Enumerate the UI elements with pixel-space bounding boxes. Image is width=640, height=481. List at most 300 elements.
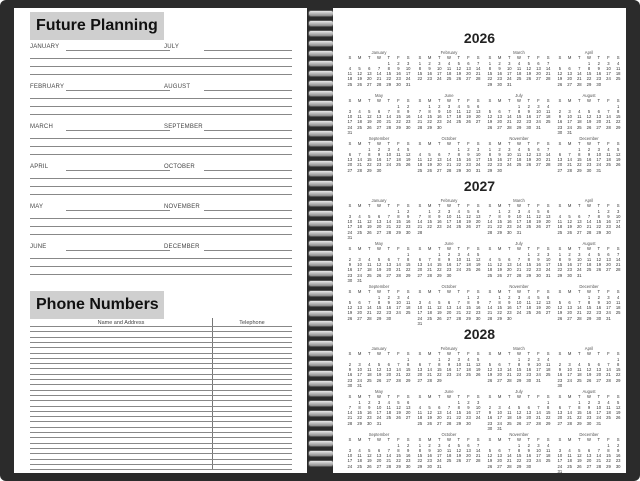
mini-calendar-2027-june — [415, 241, 483, 278]
weekday-header-row: S M T W T F S — [488, 289, 550, 295]
mini-month-title: November — [509, 284, 529, 289]
weekday-header-row: S M T W T F S — [348, 55, 410, 61]
mini-month-title: June — [444, 93, 454, 98]
week-row: 3 4 5 6 7 8 9 — [348, 447, 410, 453]
week-row: 24 25 26 27 28 29 30 — [417, 315, 481, 321]
mini-month-title: July — [515, 389, 523, 394]
week-row: 10 11 12 13 14 15 16 — [417, 305, 481, 311]
phone-entry-line — [30, 432, 292, 433]
writing-line — [66, 250, 170, 251]
writing-line — [66, 130, 170, 131]
mini-month-title: January — [371, 346, 387, 351]
week-row: 1 2 3 — [457, 399, 480, 405]
phone-entry-line — [30, 395, 292, 396]
mini-month-title: February — [440, 50, 458, 55]
week-row: 10 11 12 13 14 15 16 — [347, 114, 411, 120]
mini-calendar-2026-august — [555, 93, 623, 135]
week-row: 9 10 11 12 13 14 15 — [488, 410, 551, 416]
month-label-december: DECEMBER — [164, 244, 200, 250]
week-row: 17 18 19 20 21 22 23 — [347, 458, 411, 464]
mini-calendar-2027-april — [555, 198, 623, 235]
spiral-ring — [308, 310, 334, 317]
week-row: 25 26 27 28 29 30 — [557, 229, 611, 235]
mini-month-title: February — [440, 198, 458, 203]
spiral-ring — [308, 380, 334, 387]
weekday-header-row: S M T W T F S — [558, 351, 620, 357]
mini-calendar-2026-september — [345, 136, 413, 173]
spiral-ring — [308, 120, 334, 127]
writing-line — [30, 114, 170, 115]
week-row: 17 18 19 20 21 22 23 — [417, 310, 481, 316]
week-row: 1 2 3 4 — [377, 294, 410, 300]
week-row: 1 2 3 4 5 6 — [358, 399, 410, 405]
phone-entry-line — [30, 427, 292, 428]
writing-line — [164, 218, 292, 219]
spiral-ring — [308, 70, 334, 77]
week-row: 1 2 3 4 5 6 7 — [488, 60, 550, 66]
week-row: 14 15 16 17 18 19 20 — [347, 410, 411, 416]
writing-line — [30, 138, 170, 139]
week-row: 1 2 3 4 — [517, 442, 550, 448]
spiral-ring — [308, 170, 334, 177]
week-row: 26 27 28 29 30 — [487, 463, 532, 469]
week-row: 1 2 3 4 — [587, 60, 620, 66]
week-row: 23 24 25 26 27 28 29 — [347, 272, 411, 278]
phone-entry-line — [30, 331, 292, 332]
writing-line — [30, 146, 170, 147]
writing-line — [164, 226, 292, 227]
mini-calendar-2026-may — [345, 93, 413, 135]
week-row: 29 30 31 — [417, 463, 442, 469]
week-row: 11 12 13 14 15 16 17 — [417, 157, 481, 163]
writing-line — [164, 234, 292, 235]
week-row: 27 28 29 30 31 — [557, 420, 602, 426]
phone-entry-line — [30, 384, 292, 385]
week-row: 21 22 23 24 25 26 27 — [417, 119, 481, 125]
week-row: 26 27 28 29 30 31 — [487, 124, 541, 130]
week-row: 28 29 30 — [487, 315, 512, 321]
week-row: 31 — [557, 469, 563, 473]
spiral-binding — [304, 6, 336, 475]
week-row: 1 — [617, 103, 620, 109]
week-row: 28 29 30 31 — [347, 420, 382, 426]
week-row: 16 17 18 19 20 21 22 — [487, 415, 551, 421]
week-row: 26 27 28 29 30 — [557, 81, 602, 87]
writing-line — [30, 178, 170, 179]
weekday-header-row: S M T W T F S — [348, 98, 410, 104]
mini-calendar-2026-july — [485, 93, 553, 130]
week-row: 1 2 3 4 — [517, 356, 550, 362]
spiral-ring — [308, 400, 334, 407]
mini-month-title: January — [371, 50, 387, 55]
week-row: 23 24 25 26 27 28 29 — [347, 377, 411, 383]
writing-line — [164, 274, 292, 275]
week-row: 4 5 6 7 8 9 10 — [418, 151, 481, 157]
mini-month-title: May — [375, 241, 383, 246]
week-row: 12 13 14 15 16 17 18 — [487, 453, 551, 459]
writing-line — [30, 106, 170, 107]
week-row: 1 2 3 4 5 6 — [498, 294, 550, 300]
mini-month-title: June — [444, 241, 454, 246]
week-row: 1 2 3 4 5 — [368, 146, 410, 152]
writing-line — [30, 98, 170, 99]
weekday-header-row: S M T W T F S — [348, 246, 410, 252]
week-row: 20 21 22 23 24 25 26 — [417, 372, 481, 378]
week-row: 20 21 22 23 24 25 26 — [417, 267, 481, 273]
writing-line — [164, 58, 292, 59]
mini-month-title: July — [515, 241, 523, 246]
week-row: 14 15 16 17 18 19 20 — [417, 114, 481, 120]
week-row: 1 2 3 4 5 6 7 — [558, 251, 620, 257]
writing-line — [164, 74, 292, 75]
week-row: 20 21 22 23 24 25 26 — [557, 162, 621, 168]
writing-line — [164, 66, 292, 67]
week-row: 1 2 3 4 — [517, 103, 550, 109]
phone-entry-line — [30, 437, 292, 438]
week-row: 12 13 14 15 16 17 18 — [557, 71, 621, 77]
week-row: 11 12 13 14 15 16 17 — [347, 71, 411, 77]
week-row: 2 3 4 5 6 7 8 — [558, 361, 620, 367]
week-row: 31 — [417, 321, 423, 327]
week-row: 6 7 8 9 10 11 12 — [418, 256, 481, 262]
week-row: 5 6 7 8 9 10 11 — [488, 361, 551, 367]
spiral-ring — [308, 90, 334, 97]
week-row: 28 — [417, 229, 423, 235]
spiral-ring — [308, 450, 334, 457]
weekday-header-row: S M T W T F S — [348, 351, 410, 357]
mini-month-title: September — [368, 136, 390, 141]
mini-month-title: September — [368, 284, 390, 289]
mini-calendar-2026-november — [485, 136, 553, 173]
weekday-header-row: S M T W T F S — [558, 55, 620, 61]
mini-calendar-2028-march — [485, 346, 553, 383]
mini-month-title: February — [440, 346, 458, 351]
week-row: 7 8 9 10 11 12 13 — [348, 404, 411, 410]
spiral-ring — [308, 360, 334, 367]
week-row: 9 10 11 12 13 14 15 — [558, 114, 621, 120]
week-row: 23 24 25 26 27 28 29 — [487, 420, 551, 426]
week-row: 7 8 9 10 11 12 13 — [418, 108, 481, 114]
week-row: 31 — [347, 130, 353, 136]
mini-calendar-2028-january — [345, 346, 413, 388]
writing-line — [164, 146, 292, 147]
weekday-header-row: S M T W T F S — [348, 437, 410, 443]
week-row: 11 12 13 14 15 16 17 — [557, 219, 621, 225]
week-row: 16 17 18 19 20 21 22 — [557, 119, 621, 125]
week-row: 1 — [547, 399, 550, 405]
week-row: 2 3 4 5 6 7 8 — [558, 108, 620, 114]
week-row: 27 28 29 30 — [417, 272, 452, 278]
week-row: 7 8 9 10 11 12 13 — [418, 213, 481, 219]
week-row: 1 2 — [397, 442, 410, 448]
writing-line — [204, 250, 292, 251]
writing-line — [30, 194, 170, 195]
phone-entry-line — [30, 443, 292, 444]
mini-month-title: November — [509, 136, 529, 141]
phone-entry-line — [30, 453, 292, 454]
writing-line — [164, 258, 292, 259]
weekday-header-row: S M T W T F S — [348, 289, 410, 295]
mini-calendar-2026-april — [555, 50, 623, 87]
week-row: 29 30 31 — [557, 272, 582, 278]
spiral-ring — [308, 230, 334, 237]
mini-calendar-2026-february — [415, 50, 483, 82]
week-row: 1 2 3 — [387, 60, 410, 66]
mini-calendar-2027-may — [345, 241, 413, 283]
mini-calendar-2027-december — [555, 284, 623, 321]
mini-calendar-2028-november — [485, 432, 553, 469]
week-row: 15 16 17 18 19 20 21 — [417, 453, 481, 459]
mini-calendar-2026-october — [415, 136, 483, 173]
week-row: 5 6 7 8 9 10 11 — [488, 108, 551, 114]
week-row: 17 18 19 20 21 22 23 — [557, 458, 621, 464]
spiral-ring — [308, 420, 334, 427]
left-page — [14, 8, 307, 473]
week-row: 9 10 11 12 13 14 15 — [348, 262, 411, 268]
month-label-april: APRIL — [30, 164, 49, 170]
week-row: 19 20 21 22 23 24 25 — [487, 119, 551, 125]
weekday-header-row: S M T W T F S — [348, 203, 410, 209]
week-row: 4 5 6 7 8 9 10 — [488, 256, 551, 262]
writing-line — [164, 154, 292, 155]
mini-calendar-2028-july — [485, 389, 553, 431]
week-row: 15 16 17 18 19 20 21 — [487, 157, 551, 163]
weekday-header-row: S M T W T F S — [558, 394, 620, 400]
writing-line — [204, 170, 292, 171]
week-row: 29 30 31 — [487, 81, 512, 87]
week-row: 8 9 10 11 12 13 14 — [488, 151, 551, 157]
phone-entry-line — [30, 379, 292, 380]
writing-line — [30, 266, 170, 267]
weekday-header-row: S M T W T F S — [418, 289, 480, 295]
phone-entry-line — [30, 358, 292, 359]
week-row: 30 31 — [487, 426, 502, 432]
spiral-ring — [308, 260, 334, 267]
phone-entry-line — [30, 421, 292, 422]
mini-calendar-2027-august — [555, 241, 623, 278]
week-row: 3 4 5 6 7 8 9 — [348, 108, 410, 114]
month-label-january: JANUARY — [30, 44, 60, 50]
writing-line — [164, 194, 292, 195]
phone-entry-line — [30, 416, 292, 417]
week-row: 10 11 12 13 14 15 16 — [557, 453, 621, 459]
weekday-header-row: S M T W T F S — [488, 246, 550, 252]
mini-calendar-2027-january — [345, 198, 413, 240]
week-row: 13 14 15 16 17 18 19 — [557, 157, 621, 163]
spiral-ring — [308, 390, 334, 397]
week-row: 9 10 11 12 13 14 15 — [348, 367, 411, 373]
writing-line — [204, 90, 292, 91]
week-row: 1 2 3 — [527, 251, 550, 257]
week-row: 18 19 20 21 22 23 24 — [487, 267, 551, 273]
week-row: 12 13 14 15 16 17 18 — [487, 367, 551, 373]
week-row: 4 5 6 7 8 9 10 — [418, 404, 481, 410]
phone-entry-line — [30, 368, 292, 369]
mini-calendar-2028-august — [555, 389, 623, 426]
spiral-ring — [308, 440, 334, 447]
week-row: 12 13 14 15 16 17 18 — [347, 305, 411, 311]
week-row: 14 15 16 17 18 19 20 — [487, 219, 551, 225]
mini-month-title: March — [513, 50, 525, 55]
week-row: 24 25 26 27 28 29 30 — [347, 124, 411, 130]
weekday-header-row: S M T W T F S — [558, 437, 620, 443]
week-row: 23 24 25 26 27 28 29 — [557, 124, 621, 130]
week-row: 21 22 23 24 25 26 27 — [347, 415, 411, 421]
week-row: 20 21 22 23 24 25 26 — [347, 162, 411, 168]
mini-calendar-2027-july — [485, 241, 553, 278]
spiral-ring — [308, 130, 334, 137]
month-label-september: SEPTEMBER — [164, 124, 203, 130]
week-row: 26 27 28 29 30 — [347, 315, 392, 321]
week-row: 7 8 9 10 11 12 13 — [488, 299, 551, 305]
phone-entry-line — [30, 459, 292, 460]
weekday-header-row: S M T W T F S — [488, 203, 550, 209]
week-row: 30 31 — [557, 130, 572, 136]
month-label-november: NOVEMBER — [164, 204, 200, 210]
week-row: 1 2 3 4 5 6 — [428, 208, 480, 214]
week-row: 25 26 27 28 29 30 31 — [347, 81, 411, 87]
phone-entry-line — [30, 353, 292, 354]
writing-line — [30, 186, 170, 187]
week-row: 1 2 3 4 5 — [578, 146, 620, 152]
week-row: 1 2 3 — [597, 208, 620, 214]
mini-month-title: April — [584, 198, 594, 203]
writing-line — [30, 74, 170, 75]
week-row: 1 2 3 4 5 6 — [498, 208, 550, 214]
week-row: 3 4 5 6 7 8 9 — [418, 299, 480, 305]
spiral-ring — [308, 20, 334, 27]
spiral-ring — [308, 160, 334, 167]
writing-line — [66, 210, 170, 211]
writing-line — [30, 234, 170, 235]
week-row: 25 26 27 28 29 30 — [417, 420, 471, 426]
week-row: 21 22 23 24 25 26 27 — [487, 310, 551, 316]
week-row: 5 6 7 8 9 10 11 — [348, 299, 411, 305]
weekday-header-row: S M T W T F S — [558, 203, 620, 209]
phone-entry-line — [30, 390, 292, 391]
phone-entry-line — [30, 337, 292, 338]
week-row: 24 25 26 27 28 29 30 — [347, 229, 411, 235]
writing-line — [164, 138, 292, 139]
week-row: 22 23 24 25 26 27 28 — [557, 267, 621, 273]
week-row: 31 — [347, 235, 353, 241]
week-row: 13 14 15 16 17 18 19 — [417, 262, 481, 268]
mini-month-title: April — [584, 50, 594, 55]
month-label-may: MAY — [30, 204, 44, 210]
mini-month-title: March — [513, 198, 525, 203]
week-row: 1 — [407, 251, 410, 257]
phone-entry-line — [30, 326, 292, 327]
phone-entry-line — [30, 464, 292, 465]
phone-entry-line — [30, 347, 292, 348]
year-2028-title: 2028 — [463, 326, 496, 342]
week-row: 25 26 27 28 29 30 31 — [417, 167, 481, 173]
spiral-ring — [308, 10, 334, 17]
spiral-ring — [308, 100, 334, 107]
week-row: 26 27 28 29 30 31 — [487, 377, 541, 383]
mini-month-title: July — [515, 93, 523, 98]
spiral-ring — [308, 210, 334, 217]
week-row: 1 2 3 4 5 6 7 — [488, 146, 550, 152]
week-row: 5 6 7 8 9 10 11 — [558, 65, 621, 71]
spiral-ring — [308, 410, 334, 417]
week-row: 18 19 20 21 22 23 24 — [557, 224, 621, 230]
year-2027-title: 2027 — [463, 178, 496, 194]
writing-line — [164, 106, 292, 107]
week-row: 14 15 16 17 18 19 20 — [417, 219, 481, 225]
telephone-header: Telephone — [239, 320, 265, 326]
writing-line — [164, 114, 292, 115]
spiral-ring — [308, 320, 334, 327]
spiral-ring — [308, 50, 334, 57]
mini-month-title: September — [368, 432, 390, 437]
phone-entry-line — [30, 469, 292, 470]
week-row: 22 23 24 25 26 27 28 — [417, 76, 481, 82]
week-row: 16 17 18 19 20 21 22 — [557, 372, 621, 378]
week-row: 23 24 25 26 27 28 29 — [557, 377, 621, 383]
week-row: 19 20 21 22 23 24 25 — [347, 310, 411, 316]
week-row: 24 25 26 27 28 29 30 — [557, 463, 621, 469]
week-row: 13 14 15 16 17 18 19 — [347, 157, 411, 163]
weekday-header-row: S M T W T F S — [418, 246, 480, 252]
phone-entry-line — [30, 374, 292, 375]
mini-calendar-2027-november — [485, 284, 553, 321]
week-row: 27 28 29 30 31 — [557, 167, 602, 173]
writing-line — [204, 210, 292, 211]
week-row: 8 9 10 11 12 13 14 — [418, 447, 481, 453]
week-row: 18 19 20 21 22 23 24 — [417, 415, 481, 421]
week-row: 1 2 3 4 5 6 7 — [418, 60, 480, 66]
week-row: 11 12 13 14 15 16 17 — [417, 410, 481, 416]
mini-month-title: April — [584, 346, 594, 351]
mini-calendar-2028-october — [415, 432, 483, 469]
week-row: 1 2 — [607, 442, 620, 448]
mini-month-title: October — [441, 432, 457, 437]
spiral-ring — [308, 330, 334, 337]
mini-calendar-2026-january — [345, 50, 413, 87]
weekday-header-row: S M T W T F S — [558, 246, 620, 252]
month-label-august: AUGUST — [164, 84, 191, 90]
week-row: 13 14 15 16 17 18 19 — [557, 410, 621, 416]
phone-numbers-title: Phone Numbers — [30, 291, 164, 319]
week-row: 8 9 10 11 12 13 14 — [488, 65, 551, 71]
weekday-header-row: S M T W T F S — [418, 437, 480, 443]
spiral-ring — [308, 40, 334, 47]
writing-line — [30, 58, 170, 59]
writing-line — [164, 178, 292, 179]
right-page — [333, 8, 626, 473]
weekday-header-row: S M T W T F S — [488, 351, 550, 357]
future-planning-title: Future Planning — [30, 12, 164, 40]
weekday-header-row: S M T W T F S — [348, 141, 410, 147]
week-row: 19 20 21 22 23 24 25 — [557, 310, 621, 316]
week-row: 5 6 7 8 9 10 11 — [558, 299, 621, 305]
phone-entry-line — [30, 448, 292, 449]
week-row: 26 27 28 29 30 31 — [557, 315, 611, 321]
phone-entry-line — [30, 411, 292, 412]
weekday-header-row: S M T W T F S — [418, 141, 480, 147]
writing-line — [30, 218, 170, 219]
week-row: 16 17 18 19 20 21 22 — [347, 372, 411, 378]
week-row: 1 2 3 4 5 6 — [428, 103, 480, 109]
week-row: 6 7 8 9 10 11 12 — [418, 361, 481, 367]
writing-line — [204, 50, 292, 51]
week-row: 24 25 26 27 28 29 30 — [347, 463, 411, 469]
phone-entry-line — [30, 363, 292, 364]
week-row: 8 9 10 11 12 13 14 — [418, 65, 481, 71]
writing-line — [66, 170, 170, 171]
mini-calendar-2028-december — [555, 432, 623, 473]
